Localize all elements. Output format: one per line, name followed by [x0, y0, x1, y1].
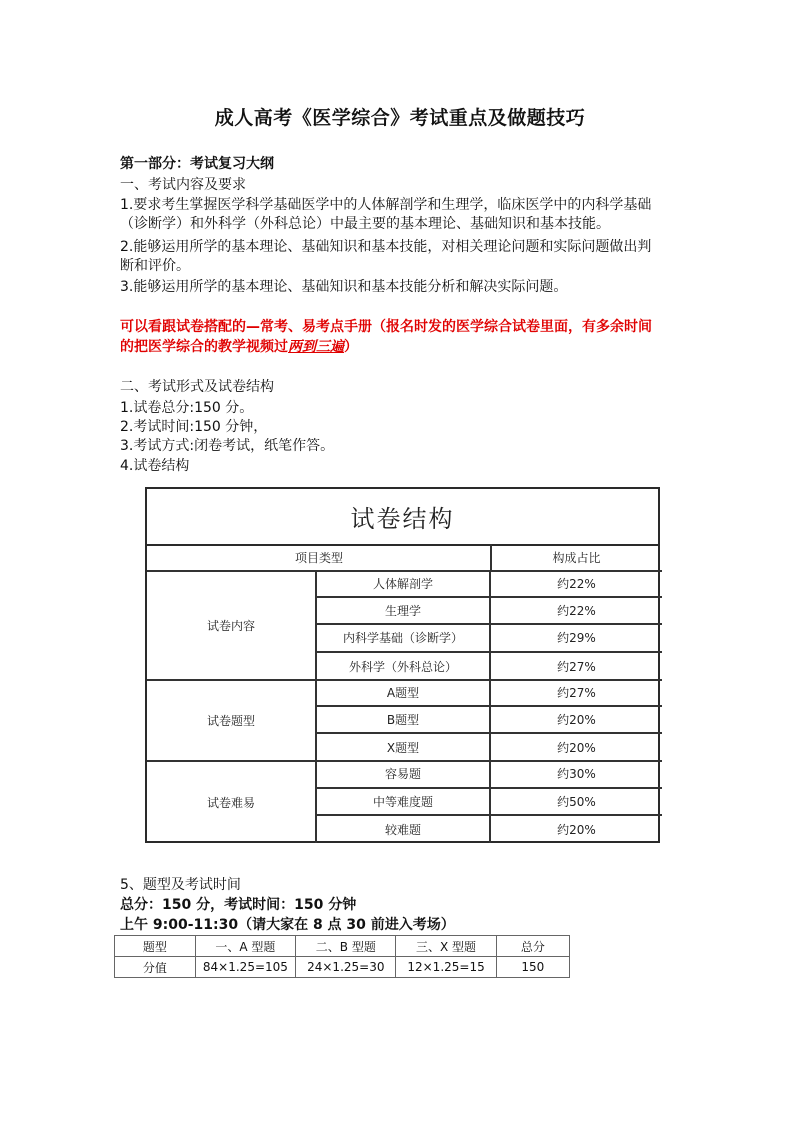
structure-share: 约22%	[491, 598, 662, 625]
structure-item: 容易题	[317, 761, 491, 788]
section5-heading: 5、题型及考试时间	[120, 877, 241, 893]
red-note-line2	[120, 338, 358, 357]
structure-share: 约20%	[557, 741, 596, 756]
requirement-2-line1: 2.能够运用所学的基本理论、基础知识和基本技能，对相关理论问题和实际问题做出判	[120, 239, 652, 255]
structure-item: 较难题	[317, 816, 491, 843]
structure-col-item-type: 项目类型	[294, 551, 343, 565]
structure-share: 约20%	[557, 822, 596, 837]
structure-col-share: 构成占比	[552, 551, 601, 565]
red-note-underline: 两到三遍	[288, 339, 344, 355]
requirement-1-line2: （诊断学）和外科学（外科总论）中最主要的基本理论、基础知识和基本技能。	[120, 216, 610, 232]
form-3: 3.考试方式:闭卷考试，纸笔作答。	[120, 438, 335, 454]
total-score-line: 总分：150 分，考试时间：150 分钟	[120, 897, 357, 913]
form-1: 1.试卷总分:150 分。	[120, 400, 254, 416]
structure-share: 约27%	[557, 659, 596, 674]
table-header-cell: 三、X 型题	[396, 936, 496, 957]
red-note-line1: 可以看跟试卷搭配的—常考、易考点手册（报名时发的医学综合试卷里面，有多余时间	[120, 319, 652, 335]
form-4: 4.试卷结构	[120, 458, 190, 474]
section2-heading: 二、考试形式及试卷结构	[120, 379, 274, 395]
red-note-suffix: ）	[344, 339, 358, 355]
table-cell: 分值	[115, 957, 196, 978]
structure-title: 试卷结构	[147, 489, 658, 546]
table-header-cell: 题型	[115, 936, 196, 957]
section1-heading: 一、考试内容及要求	[120, 177, 246, 193]
score-table	[114, 935, 570, 978]
requirement-2-line2: 断和评价。	[120, 258, 190, 274]
structure-share: 约30%	[491, 761, 662, 788]
exam-structure-table	[145, 487, 660, 843]
structure-share: 约20%	[491, 707, 662, 734]
structure-divider	[490, 544, 492, 571]
table-cell: 84×1.25=105	[195, 957, 296, 978]
requirement-3: 3.能够运用所学的基本理论、基础知识和基本技能分析和解决实际问题。	[120, 279, 568, 295]
structure-item: 内科学基础（诊断学）	[317, 625, 491, 652]
structure-share: 约22%	[491, 571, 662, 598]
table-header-cell: 二、B 型题	[296, 936, 396, 957]
structure-item: 人体解剖学	[317, 571, 491, 598]
structure-group-label: 试卷难易	[147, 761, 317, 843]
table-row	[115, 936, 570, 957]
table-cell: 150	[496, 957, 569, 978]
structure-item: 生理学	[317, 598, 491, 625]
structure-share: 约29%	[491, 625, 662, 652]
structure-item: 中等难度题	[317, 789, 491, 816]
structure-item: 外科学（外科总论）	[317, 653, 491, 680]
structure-share: 约50%	[491, 789, 662, 816]
structure-share: 约27%	[491, 680, 662, 707]
table-cell: 12×1.25=15	[396, 957, 496, 978]
table-cell: 24×1.25=30	[296, 957, 396, 978]
table-header-cell: 总分	[496, 936, 569, 957]
structure-item: A题型	[317, 680, 491, 707]
table-row	[115, 957, 570, 978]
part1-heading: 第一部分：考试复习大纲	[120, 156, 274, 172]
red-note-prefix: 的把医学综合的教学视频过	[120, 339, 288, 355]
structure-item: B题型	[317, 707, 491, 734]
structure-group-label: 试卷内容	[147, 571, 317, 680]
page-title: 成人高考《医学综合》考试重点及做题技巧	[214, 107, 586, 129]
structure-group-label: 试卷题型	[147, 680, 317, 762]
form-2: 2.考试时间:150 分钟，	[120, 419, 268, 435]
table-header-cell: 一、A 型题	[195, 936, 296, 957]
requirement-1-line1: 1.要求考生掌握医学科学基础医学中的人体解剖学和生理学，临床医学中的内科学基础	[120, 197, 652, 213]
structure-item: X题型	[317, 734, 491, 761]
exam-time-line: 上午 9:00-11:30（请大家在 8 点 30 前进入考场）	[120, 917, 455, 933]
